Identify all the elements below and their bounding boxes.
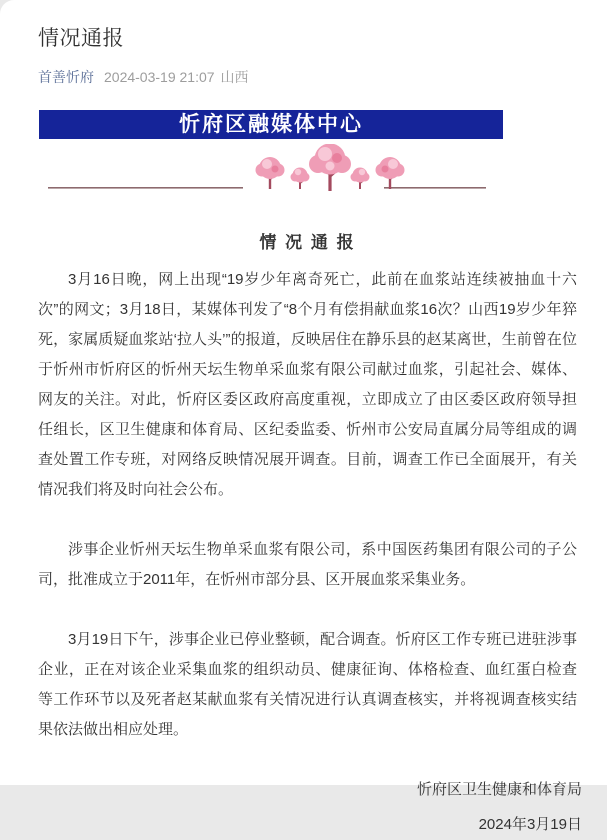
article-meta bbox=[38, 67, 577, 87]
publish-time: 2024-03-19 21:07 bbox=[104, 69, 215, 85]
page-title: 情况通报 bbox=[38, 27, 124, 50]
tree-small-right bbox=[351, 168, 370, 190]
tree-small-left bbox=[291, 168, 310, 190]
tree-medium-left bbox=[256, 157, 285, 189]
paragraph-3: 3月19日下午，涉事企业已停业整顿，配合调查。忻府区工作专班已进驻涉事企业，正在对该企业采集血浆的组织动员、健康征询、体格检查、血红蛋白检查等工作环节以及死者赵某献血浆有关情况进行认真调查核实，并将视调查核实结果依法做出相应处理。 bbox=[38, 631, 577, 738]
divider-line-left bbox=[48, 187, 243, 189]
media-center-banner bbox=[39, 110, 503, 139]
document-heading: 情 况 通 报 bbox=[259, 233, 356, 252]
issue-date: 2024年3月19日 bbox=[478, 816, 582, 833]
divider-line-right bbox=[384, 187, 486, 189]
paragraph-2: 涉事企业忻州天坛生物单采血浆有限公司，系中国医药集团有限公司的子公司，批准成立于2011年，在忻州市部分县、区开展血浆采集业务。 bbox=[38, 541, 577, 588]
paragraph-1: 3月16日晚，网上出现“19岁少年离奇死亡，此前在血浆站连续被抽血十六次”的网文；3月18日，某媒体刊发了“8个月有偿捐献血浆16次？山西19岁少年猝死，家属质疑血浆站‘拉人头’”的报道，反映居住在静乐县的赵某离世，生前曾在位于忻州市忻府区的忻州天坛生物单采血浆有限公司献过血浆，引起社会、媒体、网友的关注。对此，忻府区委区政府高度重视，立即成立了由区委区政府领导担任组长，区卫生健康和体育局、区纪委监委、忻州市公安局直属分局等组成的调查处置工作专班，对网络反映情况展开调查。目前，调查工作已全面展开，有关情况我们将及时向社会公布。 bbox=[38, 271, 577, 498]
document-paragraphs bbox=[38, 265, 577, 745]
account-source-link[interactable]: 首善忻府 bbox=[38, 69, 94, 85]
publish-location: 山西 bbox=[220, 69, 249, 85]
tree-large-center bbox=[309, 144, 351, 191]
issuing-authority: 忻府区卫生健康和体育局 bbox=[416, 781, 582, 798]
cherry-blossom-trees-icon bbox=[46, 144, 546, 194]
banner-title: 忻府区融媒体中心 bbox=[179, 112, 363, 136]
tree-medium-right bbox=[376, 157, 405, 189]
